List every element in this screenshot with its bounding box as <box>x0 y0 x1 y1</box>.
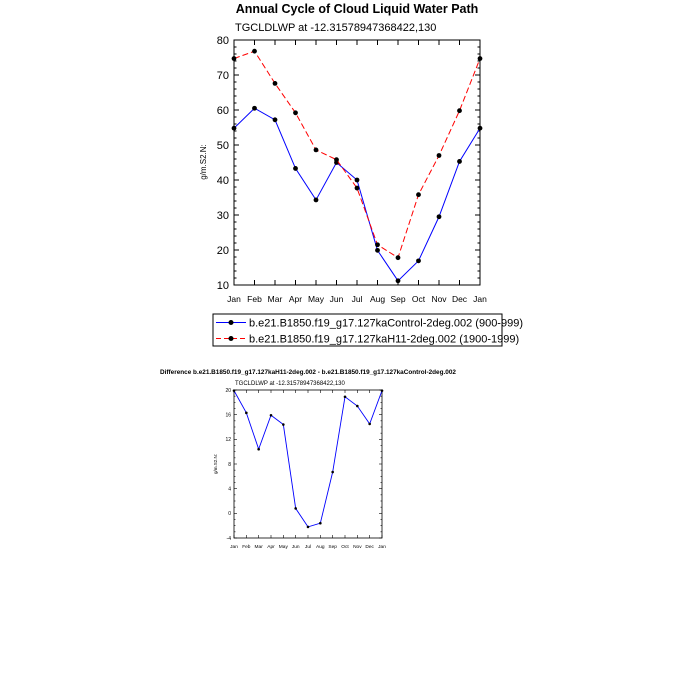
data-point <box>375 242 380 247</box>
chart2-title: Difference b.e21.B1850.f19_g17.127kaH11-2deg.002 - b.e21.B1850.f19_g17.127kaControl-2deg.002 <box>160 369 456 376</box>
data-point <box>356 405 359 408</box>
data-point <box>270 414 273 417</box>
chart1-subtitle: TGCLDLWP at -12.31578947368422,130 <box>235 22 437 34</box>
y-tick-label: 50 <box>216 139 229 152</box>
y-tick-label: 30 <box>216 209 229 222</box>
y-tick-label: 0 <box>228 511 231 518</box>
chart1-title: Annual Cycle of Cloud Liquid Water Path <box>235 2 479 16</box>
y-tick-label: 20 <box>225 387 231 394</box>
y-tick-label: 8 <box>228 461 231 468</box>
chart2-plot-frame <box>234 390 382 538</box>
x-tick-label: Jun <box>329 294 344 304</box>
data-point <box>232 126 237 131</box>
y-tick-label: 16 <box>225 412 231 419</box>
x-tick-label: Mar <box>267 294 283 304</box>
y-tick-label: 40 <box>216 174 229 187</box>
chart1-legend <box>213 314 523 346</box>
chart1-ylabel: g/m.S2.N: <box>199 144 208 180</box>
annual-cycle-chart <box>199 2 523 346</box>
data-point <box>381 389 384 392</box>
data-point <box>307 526 310 529</box>
data-point <box>416 258 421 263</box>
data-point <box>355 186 360 191</box>
y-tick-label: 80 <box>216 34 229 47</box>
data-point <box>457 108 462 113</box>
y-tick-label: 10 <box>216 279 229 292</box>
x-tick-label: Jun <box>291 545 300 550</box>
series-line-1 <box>234 51 480 258</box>
x-tick-label: Mar <box>254 545 263 550</box>
legend-marker-h11 <box>229 336 234 341</box>
data-point <box>252 106 257 111</box>
data-point <box>437 214 442 219</box>
legend-marker-control <box>229 320 234 325</box>
x-tick-label: Aug <box>316 545 325 550</box>
data-point <box>344 395 347 398</box>
x-tick-label: Oct <box>411 294 426 304</box>
data-point <box>294 507 297 510</box>
y-tick-label: 70 <box>216 69 229 82</box>
data-point <box>478 56 483 61</box>
x-tick-label: Jan <box>473 294 487 304</box>
data-point <box>457 159 462 164</box>
data-point <box>334 157 339 162</box>
legend-label-h11: b.e21.B1850.f19_g17.127kaH11-2deg.002 (1900-1999) <box>249 333 520 346</box>
x-tick-label: Jul <box>351 294 363 304</box>
legend-label-control: b.e21.B1850.f19_g17.127kaControl-2deg.002 (900-999) <box>249 317 523 330</box>
data-point <box>416 192 421 197</box>
x-tick-label: Feb <box>247 294 262 304</box>
y-tick-label: 4 <box>228 486 231 493</box>
x-tick-label: Jan <box>227 294 241 304</box>
x-tick-label: Apr <box>288 294 303 304</box>
data-point <box>314 198 319 203</box>
x-tick-label: May <box>278 545 288 550</box>
series-line-0 <box>234 108 480 281</box>
data-point <box>282 423 285 426</box>
x-tick-label: Jan <box>230 545 238 550</box>
y-tick-label: 12 <box>225 437 231 444</box>
x-tick-label: Dec <box>451 294 468 304</box>
data-point <box>233 389 236 392</box>
data-point <box>331 471 334 474</box>
data-point <box>232 56 237 61</box>
series-line-0 <box>234 391 382 527</box>
x-tick-label: Jan <box>378 545 386 550</box>
data-point <box>293 110 298 115</box>
data-point <box>437 153 442 158</box>
x-tick-label: Feb <box>242 545 251 550</box>
chart2-ylabel: g/m.S2.N: <box>213 453 218 475</box>
data-point <box>293 166 298 171</box>
data-point <box>396 278 401 283</box>
data-point <box>314 148 319 153</box>
x-tick-label: Sep <box>390 294 406 304</box>
y-tick-label: 20 <box>216 244 229 257</box>
data-point <box>319 522 322 525</box>
data-point <box>396 255 401 260</box>
y-tick-label: -4 <box>226 535 231 542</box>
x-tick-label: Jul <box>304 545 312 550</box>
difference-chart <box>160 369 456 550</box>
x-tick-label: Oct <box>341 545 349 550</box>
data-point <box>245 412 248 415</box>
chart1-plot-frame <box>234 40 480 285</box>
x-tick-label: Dec <box>365 545 374 550</box>
data-point <box>478 126 483 131</box>
data-point <box>257 448 260 451</box>
y-tick-label: 60 <box>216 104 229 117</box>
x-tick-label: Sep <box>328 545 337 550</box>
data-point <box>252 49 257 54</box>
data-point <box>273 117 278 122</box>
x-tick-label: Apr <box>267 545 275 550</box>
data-point <box>355 178 360 183</box>
data-point <box>368 423 371 426</box>
x-tick-label: Nov <box>353 545 362 550</box>
x-tick-label: Aug <box>369 294 386 304</box>
x-tick-label: Nov <box>431 294 447 304</box>
data-point <box>375 248 380 253</box>
x-tick-label: May <box>307 294 325 304</box>
chart2-subtitle: TGCLDLWP at -12.31578947368422,130 <box>235 381 345 387</box>
data-point <box>273 81 278 86</box>
